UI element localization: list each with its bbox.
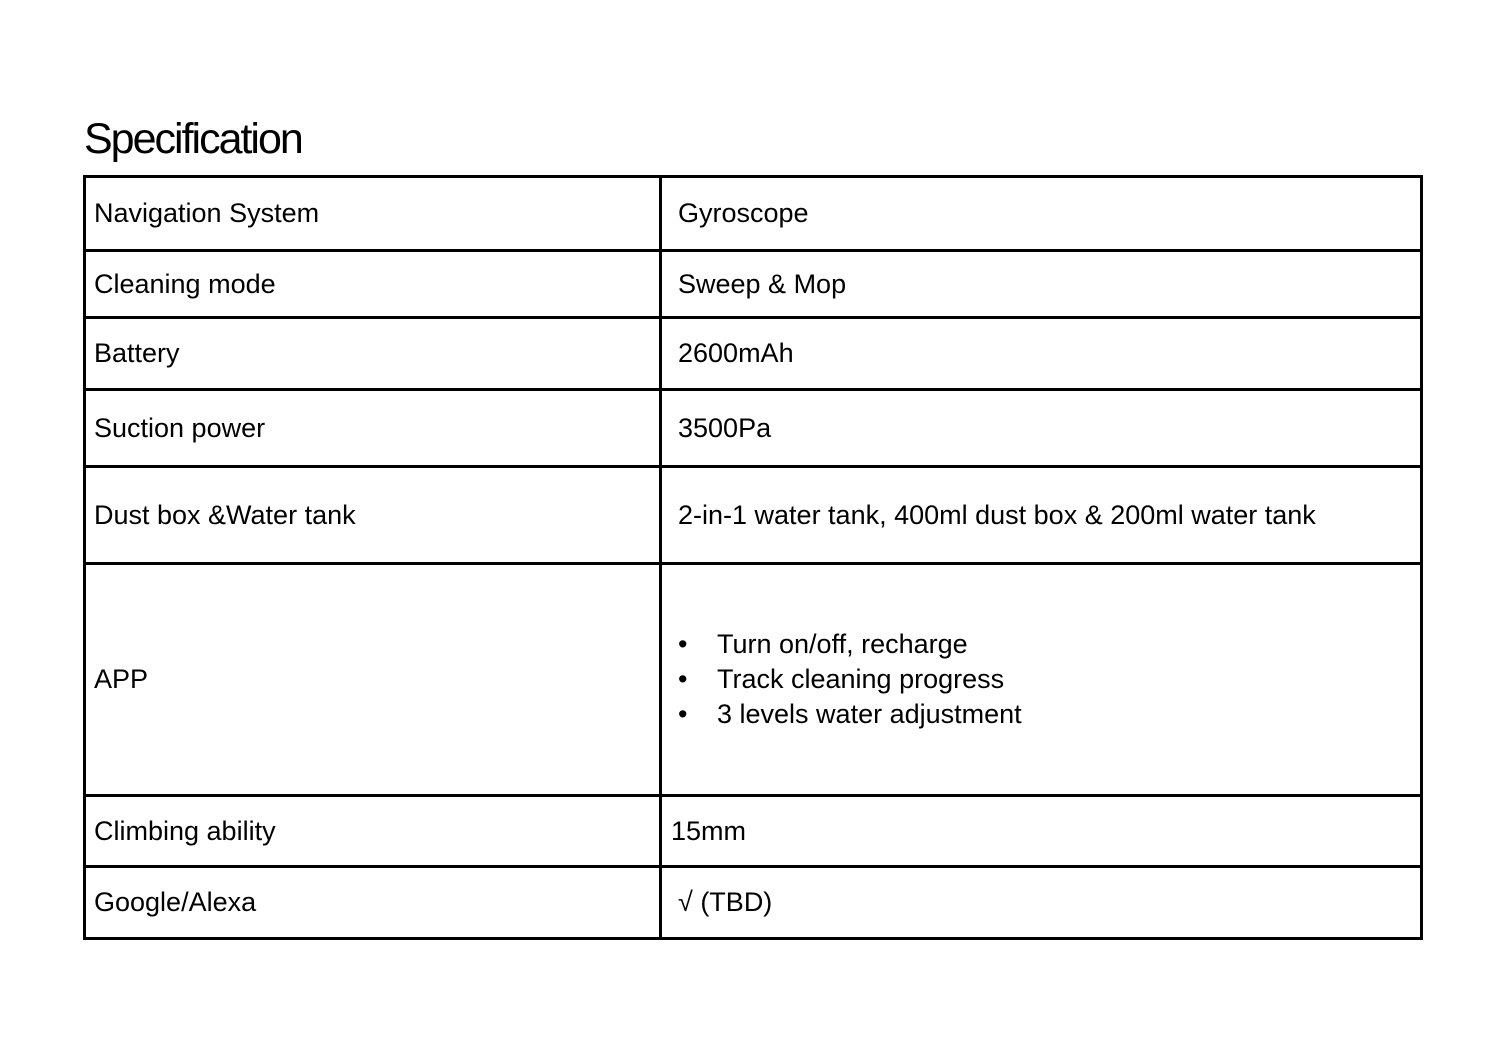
spec-key: Cleaning mode xyxy=(85,251,661,318)
table-row xyxy=(85,796,1422,867)
spec-value: Sweep & Mop xyxy=(661,251,1422,318)
spec-key: Google/Alexa xyxy=(85,867,661,939)
list-item xyxy=(678,662,1420,697)
list-item-text: Track cleaning progress xyxy=(717,664,1005,694)
table-row xyxy=(85,564,1422,796)
bullet-icon: • xyxy=(678,629,688,659)
spec-key: Battery xyxy=(85,318,661,390)
table-row xyxy=(85,867,1422,939)
list-item xyxy=(678,697,1420,732)
specification-table xyxy=(83,175,1423,940)
spec-key: Suction power xyxy=(85,390,661,467)
spec-key: Climbing ability xyxy=(85,796,661,867)
list-item xyxy=(678,627,1420,662)
spec-value: 3500Pa xyxy=(661,390,1422,467)
app-feature-list xyxy=(678,627,1420,732)
spec-value: √ (TBD) xyxy=(661,867,1422,939)
page-title: Specification xyxy=(84,115,302,163)
spec-value: Gyroscope xyxy=(661,177,1422,251)
table-row xyxy=(85,390,1422,467)
table-row xyxy=(85,177,1422,251)
table-row xyxy=(85,251,1422,318)
table-row xyxy=(85,318,1422,390)
list-item-text: 3 levels water adjustment xyxy=(717,699,1022,729)
list-item-text: Turn on/off, recharge xyxy=(717,629,968,659)
table-row xyxy=(85,467,1422,564)
spec-value-list xyxy=(661,564,1422,796)
spec-value: 2600mAh xyxy=(661,318,1422,390)
spec-value: 2-in-1 water tank, 400ml dust box & 200ml water tank xyxy=(661,467,1422,564)
bullet-icon: • xyxy=(678,699,688,729)
spec-key: Dust box &Water tank xyxy=(85,467,661,564)
spec-key: Navigation System xyxy=(85,177,661,251)
bullet-icon: • xyxy=(678,664,688,694)
spec-value: 15mm xyxy=(661,796,1422,867)
spec-key: APP xyxy=(85,564,661,796)
